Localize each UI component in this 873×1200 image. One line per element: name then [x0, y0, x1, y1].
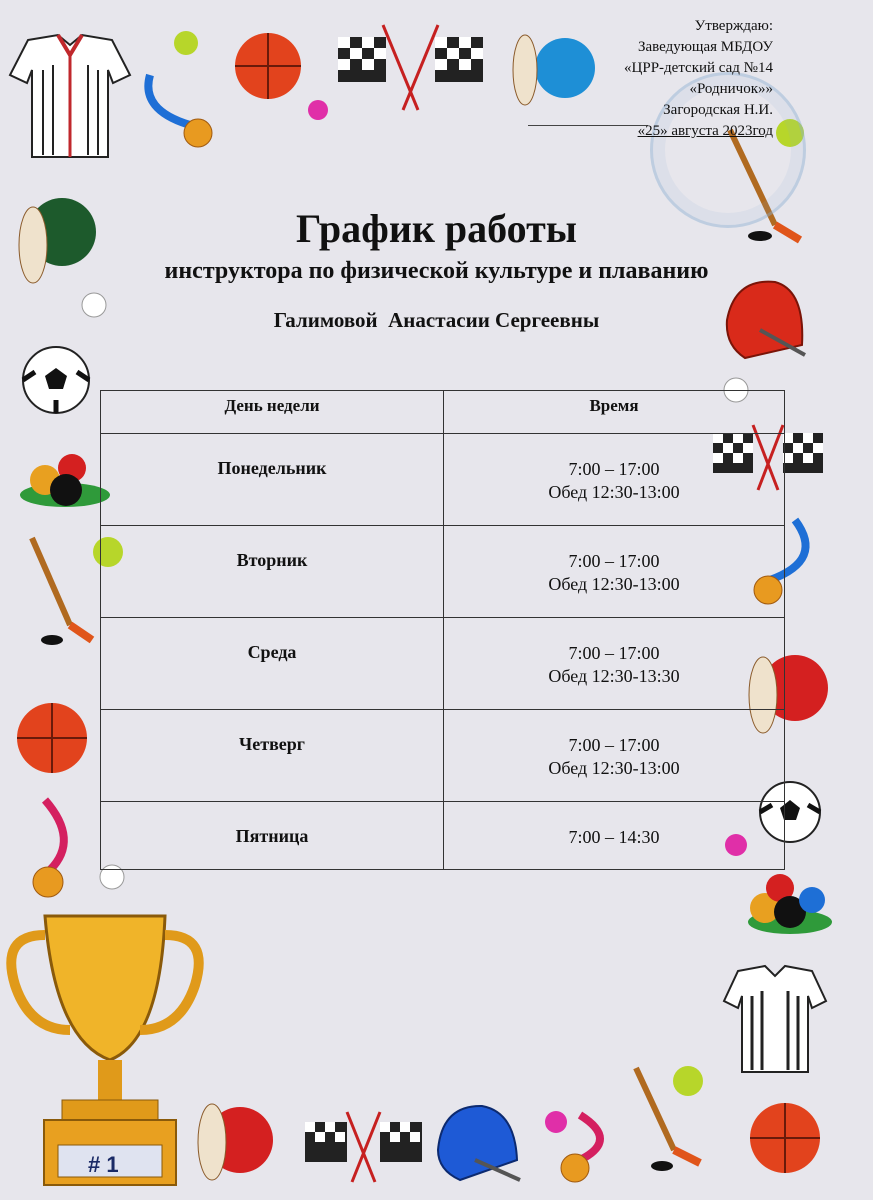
day-cell: Пятница [235, 826, 309, 846]
medal-icon [148, 75, 212, 147]
approval-line: «Родничок»» [689, 81, 773, 97]
table-row [101, 710, 785, 802]
approval-line: «ЦРР-детский сад №14 [624, 60, 773, 76]
lunch-hours: Обед 12:30-13:00 [548, 574, 680, 594]
lunch-hours: Обед 12:30-13:00 [548, 758, 680, 778]
table-row [101, 434, 785, 526]
soccer-ball-icon [23, 347, 89, 413]
work-hours: 7:00 – 14:30 [568, 827, 660, 847]
person-name: Галимовой Анастасии Сергеевны [273, 308, 600, 332]
lunch-hours: Обед 12:30-13:00 [548, 482, 680, 502]
helmet-icon [438, 1106, 520, 1180]
tennis-ball-icon [174, 31, 198, 55]
basketball-icon [750, 1103, 820, 1173]
page-title: График работы [295, 206, 577, 251]
work-hours: 7:00 – 17:00 [568, 735, 660, 755]
work-hours: 7:00 – 17:00 [568, 551, 660, 571]
page-subtitle: инструктора по физической культуре и плаванию [164, 258, 709, 284]
day-cell: Понедельник [217, 458, 327, 478]
basketball-icon [17, 703, 87, 773]
basketball-icon [235, 33, 301, 99]
table-row [101, 526, 785, 618]
trophy-label: # 1 [88, 1152, 119, 1177]
jersey-icon [724, 966, 826, 1072]
medal-icon [33, 800, 64, 897]
jersey-icon [10, 35, 130, 157]
table-row [101, 618, 785, 710]
work-hours: 7:00 – 17:00 [568, 459, 660, 479]
lunch-hours: Обед 12:30-13:30 [548, 666, 680, 686]
column-header-time: Время [444, 391, 785, 434]
table-header-row [101, 391, 785, 434]
approval-line: Утверждаю: [694, 18, 773, 34]
approval-line: «25» августа 2023год [637, 123, 773, 139]
day-cell: Вторник [236, 550, 308, 570]
medal-icon [561, 1115, 600, 1182]
table-row [101, 802, 785, 870]
approval-block [473, 16, 773, 142]
checkered-flags-icon [305, 1112, 422, 1182]
day-cell: Среда [247, 642, 297, 662]
checkered-flags-icon [338, 25, 483, 110]
bowling-icon [198, 1104, 273, 1180]
billiard-balls-icon [20, 454, 110, 507]
schedule-table [100, 390, 785, 870]
day-cell: Четверг [239, 734, 305, 754]
billiard-balls-icon [748, 874, 832, 934]
hockey-stick-icon [32, 538, 92, 645]
trophy-icon [11, 916, 199, 1185]
tennis-ball-icon [673, 1066, 703, 1096]
approval-line: Заведующая МБДОУ [637, 39, 773, 55]
column-header-day: День недели [101, 391, 444, 434]
approval-line: Загородская Н.И. [663, 102, 773, 118]
work-hours: 7:00 – 17:00 [568, 643, 660, 663]
